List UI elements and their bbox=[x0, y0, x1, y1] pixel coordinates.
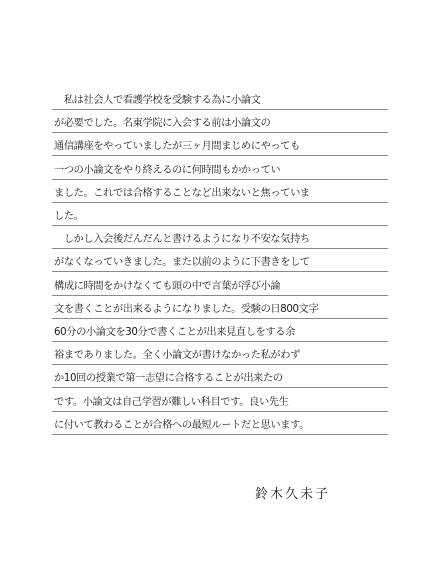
essay-line: 一つの小論文をやり終えるのに何時間もかかってい bbox=[54, 164, 281, 176]
essay-line: 私は社会人で看護学校を受験する為に小論文 bbox=[54, 95, 261, 106]
ruled-line bbox=[52, 295, 388, 296]
ruled-line bbox=[52, 434, 388, 435]
essay-line: が必要でした。名東学院に入会する前は小論文の bbox=[54, 118, 271, 130]
essay-line: 裕までありました。全く小論文が書けなかった私がわず bbox=[54, 350, 300, 362]
author-signature: 鈴木久未子 bbox=[255, 487, 331, 502]
essay-line: がなくなっていきました。また以前のように下書きをして bbox=[54, 257, 310, 269]
essay-line: した。 bbox=[54, 211, 84, 222]
ruled-line bbox=[52, 109, 388, 110]
essay-line: 60分の小論文を30分で書くことが出来見直しをする余 bbox=[54, 327, 295, 338]
essay-line: 文を書くことが出来るようになりました。受験の日800文字 bbox=[54, 303, 319, 315]
ruled-line bbox=[52, 411, 388, 412]
ruled-line bbox=[52, 248, 388, 249]
ruled-line bbox=[52, 179, 388, 180]
ruled-line bbox=[52, 387, 388, 388]
essay-line: しかし入会後だんだんと書けるようになり不安な気持ち bbox=[54, 234, 310, 246]
ruled-line bbox=[52, 271, 388, 272]
ruled-line bbox=[52, 364, 388, 365]
essay-line: ました。これでは合格することなど出来ないと焦っていま bbox=[54, 187, 310, 199]
ruled-line bbox=[52, 225, 388, 226]
essay-line: 通信講座をやっていましたが三ヶ月間まじめにやっても bbox=[54, 141, 300, 153]
ruled-line bbox=[52, 202, 388, 203]
ruled-line bbox=[52, 155, 388, 156]
essay-line: に付いて教わることが合格への最短ルートだと思います。 bbox=[54, 419, 309, 431]
ruled-line bbox=[52, 132, 388, 133]
essay-line: か10回の授業で第一志望に合格することが出来たの bbox=[54, 373, 283, 385]
essay-line: です。小論文は自己学習が難しい科目です。良い先生 bbox=[54, 396, 289, 408]
essay-line: 構成に時間をかけなくても頭の中で言葉が浮び小論 bbox=[54, 280, 281, 292]
ruled-line bbox=[52, 318, 388, 319]
ruled-line bbox=[52, 341, 388, 342]
